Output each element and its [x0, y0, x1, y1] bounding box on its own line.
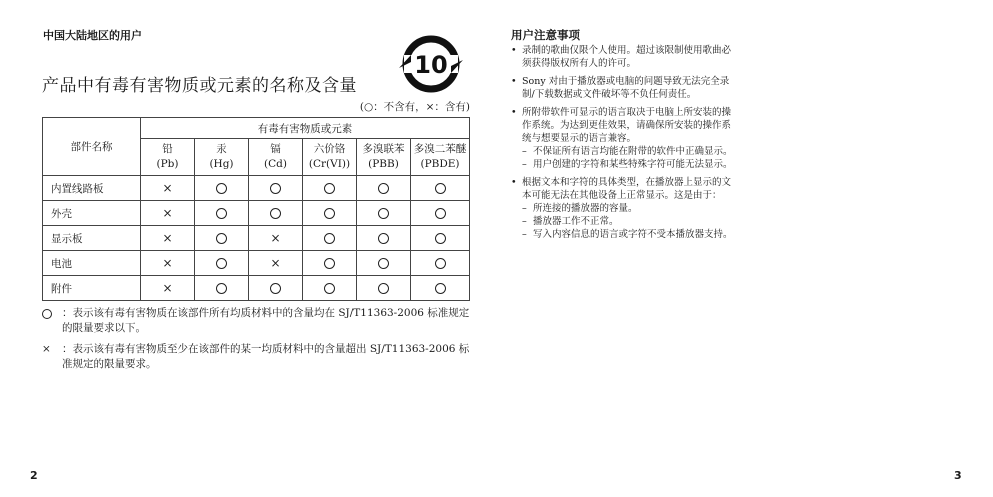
notice-sub-text: 不保证所有语言均能在附带的软件中正确显示。	[533, 146, 733, 157]
notice-sub-text: 用户创建的字符和某些特殊字符可能无法显示。	[533, 159, 733, 170]
table-cell	[195, 201, 249, 226]
bullet-glyph: •	[511, 107, 517, 118]
legend-note: (○：不含有，×：含有)	[359, 101, 470, 113]
cross-symbol: ×	[162, 231, 173, 245]
circle-symbol-icon	[435, 258, 446, 269]
circle-symbol-icon	[378, 208, 389, 219]
dash-glyph: –	[522, 229, 527, 240]
table-cell	[411, 251, 470, 276]
table-cell	[141, 176, 195, 201]
circle-symbol-icon	[324, 208, 335, 219]
dash-glyph: –	[522, 203, 527, 214]
table-cell	[141, 226, 195, 251]
circle-symbol-icon	[324, 283, 335, 294]
table-cell	[357, 276, 411, 301]
dash-glyph: –	[522, 216, 527, 227]
substance-name: 六价铬	[313, 143, 346, 155]
circle-symbol-icon	[270, 283, 281, 294]
table-cell	[411, 276, 470, 301]
dash-glyph: –	[522, 159, 527, 170]
substance-name: 多溴二苯醚	[413, 143, 467, 155]
table-cell	[195, 251, 249, 276]
note-text: ：表示该有毒有害物质至少在该部件的某一均质材料中的含量超出 SJ/T11363-2006 标准规定的限量要求。	[62, 343, 470, 370]
table-row	[43, 276, 470, 301]
table-cell	[249, 276, 303, 301]
table-cell	[141, 251, 195, 276]
cross-symbol: ×	[270, 231, 281, 245]
substance-name: 多溴联苯	[362, 143, 405, 155]
bullet-glyph: •	[511, 177, 517, 188]
notice-text: 根据文本和字符的具体类型，在播放器上显示的文本可能无法在其他设备上正常显示。这是由于：	[522, 177, 732, 201]
circle-symbol-icon	[216, 208, 227, 219]
table-cell	[357, 201, 411, 226]
table-cell	[411, 226, 470, 251]
table-cell	[303, 251, 357, 276]
substance-table	[42, 117, 470, 301]
table-row	[43, 251, 470, 276]
table-cell	[303, 176, 357, 201]
circle-symbol-icon	[378, 183, 389, 194]
substance-symbol: (Cr(VI))	[308, 158, 351, 170]
circle-symbol-icon	[324, 258, 335, 269]
table-cell	[141, 276, 195, 301]
table-cell	[303, 201, 357, 226]
environment-protection-use-period-icon	[395, 28, 467, 100]
table-cell	[195, 226, 249, 251]
page-number-right: 3	[954, 469, 962, 482]
substance-column-header	[195, 139, 249, 176]
table-cell	[195, 276, 249, 301]
table-row	[43, 201, 470, 226]
notice-item	[511, 176, 736, 241]
substance-column-header	[141, 139, 195, 176]
notice-item	[511, 44, 736, 70]
table-cell	[303, 276, 357, 301]
table-cell	[249, 226, 303, 251]
logo-number: 10	[414, 51, 448, 79]
bullet-glyph: •	[511, 76, 517, 87]
table-cell	[249, 176, 303, 201]
substance-symbol: (PBDE)	[420, 158, 460, 170]
substance-column-header	[357, 139, 411, 176]
cross-symbol: ×	[162, 181, 173, 195]
cross-symbol: ×	[162, 256, 173, 270]
notice-list	[511, 44, 736, 246]
table-cell	[411, 201, 470, 226]
substance-symbol: (Cd)	[264, 158, 287, 170]
substance-group-header: 有毒有害物质或元素	[141, 118, 470, 139]
cross-symbol: ×	[42, 343, 51, 355]
circle-symbol-icon	[216, 258, 227, 269]
section-label: 中国大陆地区的用户	[43, 29, 142, 42]
substance-name: 镉	[270, 143, 281, 155]
cross-symbol: ×	[162, 206, 173, 220]
circle-symbol-icon	[435, 283, 446, 294]
part-name: 电池	[43, 251, 141, 276]
notice-sub-text: 播放器工作不正常。	[533, 216, 619, 227]
notice-item	[511, 75, 736, 101]
table-cell	[357, 226, 411, 251]
notice-text: 录制的歌曲仅限个人使用。超过该限制使用歌曲必须获得版权所有人的许可。	[522, 45, 732, 69]
notice-sub-item	[522, 145, 736, 158]
table-cell	[195, 176, 249, 201]
substance-column-header	[411, 139, 470, 176]
circle-symbol-icon	[216, 283, 227, 294]
note-text: ：表示该有毒有害物质在该部件所有均质材料中的含量均在 SJ/T11363-2006 标准规定的限量要求以下。	[62, 307, 470, 334]
table-cell	[249, 201, 303, 226]
circle-symbol-icon	[435, 233, 446, 244]
notice-sub-text: 写入内容信息的语言或字符不受本播放器支持。	[533, 229, 733, 240]
notice-sub-item	[522, 158, 736, 171]
circle-symbol-icon	[378, 258, 389, 269]
dash-glyph: –	[522, 146, 527, 157]
notice-item	[511, 106, 736, 171]
part-name: 附件	[43, 276, 141, 301]
circle-symbol-icon	[216, 183, 227, 194]
table-cell	[357, 251, 411, 276]
notes	[42, 306, 472, 378]
page-title: 产品中有毒有害物质或元素的名称及含量	[42, 76, 357, 96]
circle-symbol-icon	[324, 183, 335, 194]
table-row	[43, 176, 470, 201]
cross-symbol: ×	[270, 256, 281, 270]
notice-text: 所附带软件可显示的语言取决于电脑上所安装的操作系统。为达到更佳效果，请确保所安装的操作系统与想要显示的语言兼容。	[522, 107, 732, 144]
table-cell	[141, 201, 195, 226]
circle-symbol-icon	[324, 233, 335, 244]
circle-symbol-icon	[378, 283, 389, 294]
table-cell	[357, 176, 411, 201]
substance-column-header	[303, 139, 357, 176]
substance-symbol: (PBB)	[368, 158, 399, 170]
circle-symbol-icon	[435, 208, 446, 219]
substance-name: 铅	[162, 143, 173, 155]
substance-symbol: (Hg)	[209, 158, 234, 170]
part-name-header: 部件名称	[43, 118, 141, 176]
table-row	[43, 226, 470, 251]
part-name: 外壳	[43, 201, 141, 226]
table-cell	[303, 226, 357, 251]
cross-symbol: ×	[162, 281, 173, 295]
circle-symbol-icon	[270, 183, 281, 194]
part-name: 内置线路板	[43, 176, 141, 201]
circle-symbol-icon	[270, 208, 281, 219]
notice-title: 用户注意事项	[511, 28, 580, 42]
notice-text: Sony 对由于播放器或电脑的问题导致无法完全录制/下载数据或文件破坏等不负任何责任。	[522, 76, 730, 100]
circle-symbol-icon	[435, 183, 446, 194]
circle-symbol-icon	[42, 309, 52, 319]
notice-sub-item	[522, 202, 736, 215]
substance-name: 汞	[216, 143, 227, 155]
substance-column-header	[249, 139, 303, 176]
table-cell	[411, 176, 470, 201]
note-contained	[42, 342, 472, 372]
notice-sub-text: 所连接的播放器的容量。	[533, 203, 638, 214]
page-number-left: 2	[30, 469, 38, 482]
notice-sub-item	[522, 228, 736, 241]
circle-symbol-icon	[216, 233, 227, 244]
notice-sub-item	[522, 215, 736, 228]
note-not-contained	[42, 306, 472, 336]
substance-symbol: (Pb)	[156, 158, 179, 170]
circle-symbol-icon	[378, 233, 389, 244]
bullet-glyph: •	[511, 45, 517, 56]
table-cell	[249, 251, 303, 276]
part-name: 显示板	[43, 226, 141, 251]
